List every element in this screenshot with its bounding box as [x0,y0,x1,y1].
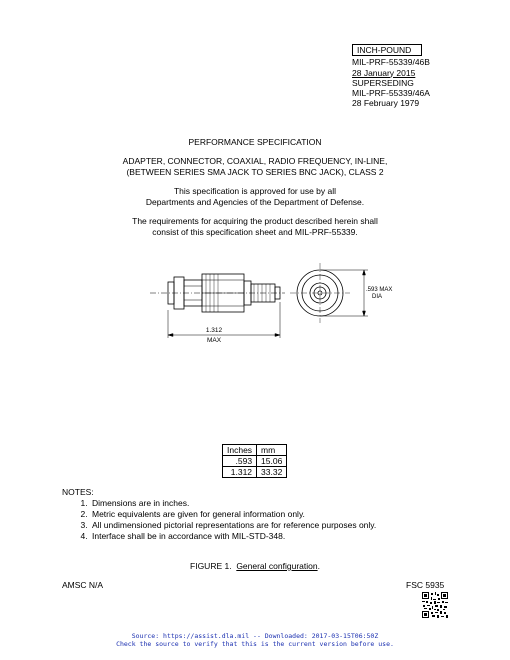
document-header [352,44,430,109]
qr-code-icon [422,592,448,618]
table-cell: .593 [223,456,257,467]
inch-pound-box: INCH-POUND [352,44,422,56]
length-value: 1.312 [205,327,223,334]
note-item: 4. Interface shall be in accordance with MIL-STD-348. [90,531,376,542]
document-id: MIL-PRF-55339/46B [352,57,430,68]
table-header-mm: mm [257,445,287,456]
table-cell: 33.32 [257,467,287,478]
adapter-end-view [290,263,350,323]
note-item: 3. All undimensioned pictorial representations are for reference purposes only. [90,520,376,531]
spec-title: PERFORMANCE SPECIFICATION [188,137,322,147]
superseded-document-id: MIL-PRF-55339/46A [352,88,430,99]
length-unit: MAX [206,337,222,344]
figure-label: FIGURE 1. [190,561,232,571]
document-date: 28 January 2015 [352,67,416,78]
spec-subtitle-line-1: ADAPTER, CONNECTOR, COAXIAL, RADIO FREQUENCY, IN-LINE, [122,156,388,166]
table-cell: 15.06 [257,456,287,467]
diameter-value: .593 MAX [366,287,393,293]
table-header-row [223,445,287,456]
adapter-side-view [150,274,285,312]
source-line-1: Source: https://assist.dla.mil -- Downloaded: 2017-03-15T06:50Z [131,632,379,640]
figure-caption [0,561,510,572]
approval-line-1: This specification is approved for use by all [173,186,337,196]
table-row [223,467,287,478]
fsc-label: FSC 5935 [406,580,445,590]
dimension-table [222,444,287,478]
table-cell: 1.312 [223,467,257,478]
spec-subtitle-line-2: (BETWEEN SERIES SMA JACK TO SERIES BNC JACK), CLASS 2 [126,167,384,177]
notes-heading: NOTES: [62,487,94,497]
note-item: 1. Dimensions are in inches. [90,498,376,509]
source-line-2: Check the source to verify that this is the current version before use. [116,640,394,648]
length-dimension [168,302,280,338]
superseded-document-date: 28 February 1979 [352,98,420,109]
approval-line-2: Departments and Agencies of the Department of Defense. [145,197,365,207]
amsc-label: AMSC N/A [62,580,104,590]
table-row [223,456,287,467]
figure-period: . [317,561,320,571]
superseding-label: SUPERSEDING [352,77,414,88]
adapter-drawing [140,258,400,358]
table-header-inches: Inches [223,445,257,456]
requirements-line-1: The requirements for acquiring the product described herein shall [132,216,378,226]
diameter-unit: DIA [372,294,383,300]
requirements-line-2: consist of this specification sheet and MIL-PRF-55339. [152,227,358,237]
figure-title: General configuration [236,561,318,571]
notes-section [62,487,376,542]
note-item: 2. Metric equivalents are given for general information only. [90,509,376,520]
